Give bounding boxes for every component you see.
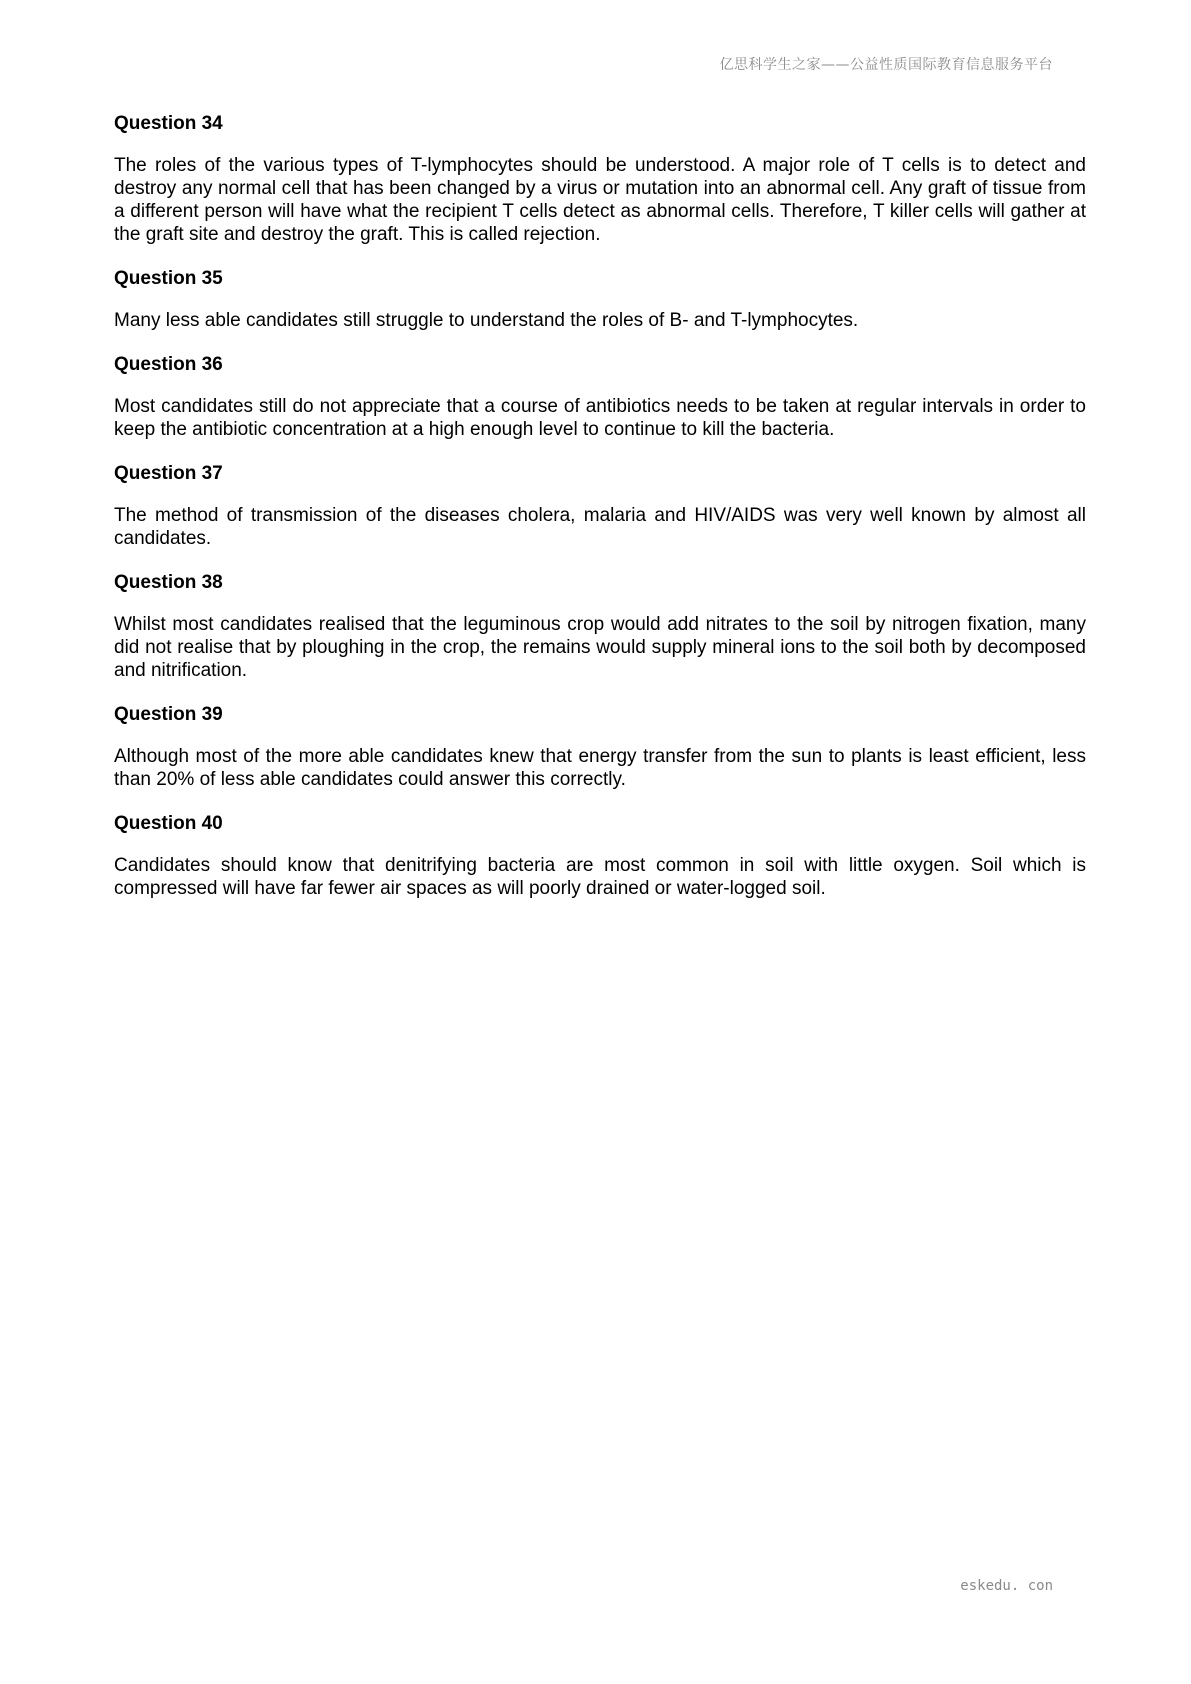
question-text: The roles of the various types of T-lymphocytes should be understood. A major role of T cells is to detect and destroy any normal cell that has been changed by a virus or mutation into an abnormal cell. Any graft of tissue from a different person will have what the recipient T cells detect as abnormal cells. Therefore, T killer cells will gather at the graft site and destroy the graft. This is called rejection. — [114, 155, 1086, 245]
question-text: The method of transmission of the diseases cholera, malaria and HIV/AIDS was very well known by almost all candidates. — [114, 505, 1086, 549]
question-35 — [114, 267, 1086, 332]
question-34 — [114, 112, 1086, 246]
question-38 — [114, 571, 1086, 682]
question-36 — [114, 353, 1086, 441]
page-header: 亿思科学生之家——公益性质国际教育信息服务平台 — [719, 57, 1053, 73]
question-text: Whilst most candidates realised that the leguminous crop would add nitrates to the soil by nitrogen fixation, many did not realise that by ploughing in the crop, the remains would supply mineral ions to the soil both by decomposed and nitrification. — [114, 614, 1086, 681]
question-text: Most candidates still do not appreciate that a course of antibiotics needs to be taken at regular intervals in order to keep the antibiotic concentration at a high enough level to continue to kill the bacteria. — [114, 396, 1086, 440]
question-37 — [114, 462, 1086, 550]
question-title: Question 38 — [114, 572, 223, 593]
question-text: Although most of the more able candidates knew that energy transfer from the sun to plants is least efficient, less than 20% of less able candidates could answer this correctly. — [114, 746, 1086, 790]
question-title: Question 36 — [114, 354, 223, 375]
question-title: Question 34 — [114, 113, 223, 134]
question-text: Candidates should know that denitrifying bacteria are most common in soil with little oxygen. Soil which is compressed will have far fewer air spaces as will poorly drained or water-logged soil. — [114, 855, 1086, 899]
question-39 — [114, 703, 1086, 791]
question-title: Question 40 — [114, 813, 223, 834]
page-footer: eskedu. con — [960, 1578, 1053, 1594]
question-title: Question 39 — [114, 704, 223, 725]
question-title: Question 35 — [114, 268, 223, 289]
document-body — [114, 112, 1086, 921]
question-title: Question 37 — [114, 463, 223, 484]
question-40 — [114, 812, 1086, 900]
question-text: Many less able candidates still struggle to understand the roles of B- and T-lymphocytes. — [114, 310, 859, 331]
